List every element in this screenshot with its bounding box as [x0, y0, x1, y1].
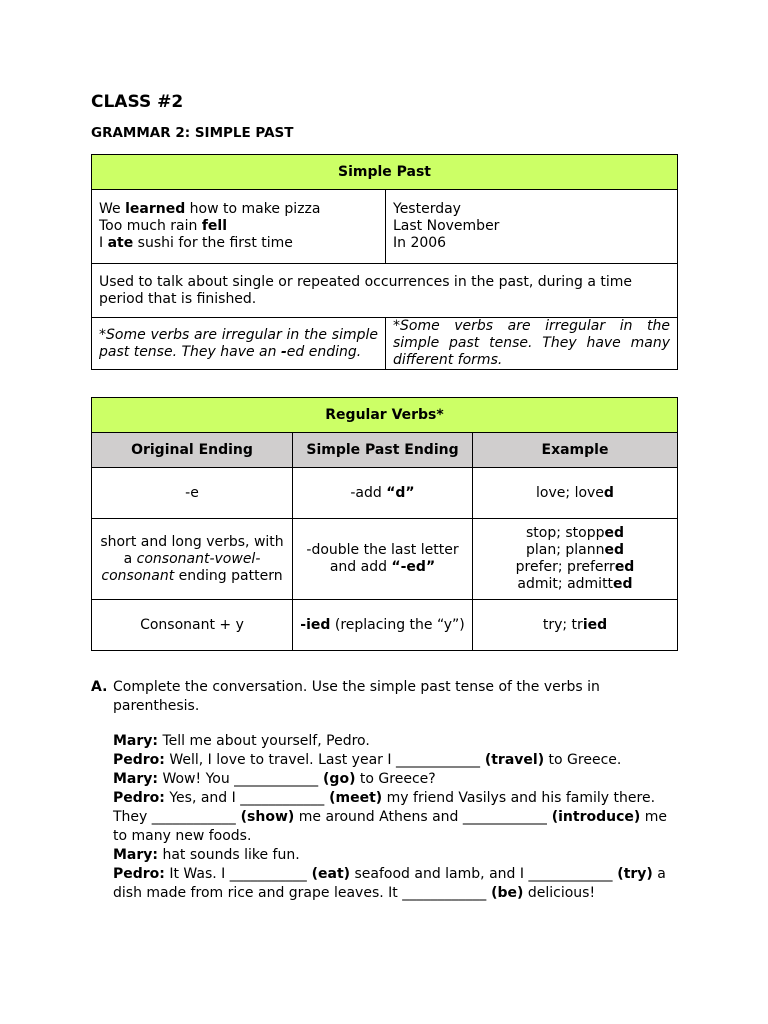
dialogue-line: Pedro: Well, I love to travel. Last year I ____________ (travel) to Greece.	[113, 752, 622, 768]
speaker: Mary:	[113, 771, 159, 787]
past-ending-cell: -add “d”	[293, 468, 473, 519]
usage-cell: Used to talk about single or repeated occurrences in the past, during a time period that is finished.	[92, 264, 678, 318]
verb-hint: (go)	[318, 771, 356, 787]
verb-hint: (travel)	[479, 752, 545, 768]
dialogue-line: Mary: hat sounds like fun.	[113, 847, 300, 863]
verb-hint: (try)	[612, 866, 653, 882]
example-sentence: We learned how to make pizza	[99, 201, 321, 217]
example-word: admit; admitted	[517, 576, 633, 592]
verb-hint: (eat)	[306, 866, 351, 882]
answer-blank[interactable]: ____________	[234, 771, 319, 787]
simple-past-table-title: Simple Past	[92, 155, 678, 190]
header-example: Example	[473, 433, 678, 468]
answer-blank[interactable]: ____________	[151, 809, 236, 825]
answer-blank[interactable]: ____________	[240, 790, 325, 806]
example-sentence: Too much rain fell	[99, 218, 228, 234]
dialogue-line: Pedro: Yes, and I ____________ (meet) my friend Vasilys and his family there. They ____________ (show) me around Athens and ____________ (introduce) me to many new foods.	[113, 790, 667, 844]
answer-blank[interactable]: ___________	[229, 866, 307, 882]
example-sentence: I ate sushi for the first time	[99, 235, 293, 251]
dialogue-line: Pedro: It Was. I ___________ (eat) seafood and lamb, and I ____________ (try) a dish made from rice and grape leaves. It ____________ (be) delicious!	[113, 866, 666, 901]
verb-hint: (introduce)	[546, 809, 641, 825]
example-cell: try; tried	[473, 600, 678, 651]
note-left: *Some verbs are irregular in the simple past tense. They have an -ed ending.	[92, 318, 386, 370]
original-ending-cell: -e	[92, 468, 293, 519]
speaker: Pedro:	[113, 866, 165, 882]
past-ending-cell: -ied (replacing the “y”)	[293, 600, 473, 651]
answer-blank[interactable]: ____________	[528, 866, 613, 882]
speaker: Pedro:	[113, 790, 165, 806]
header-simple-past-ending: Simple Past Ending	[293, 433, 473, 468]
example-word: prefer; preferred	[515, 559, 635, 575]
time-word: Last November	[393, 218, 500, 234]
example-cell: love; loved	[473, 468, 678, 519]
dialogue-line: Mary: Wow! You ____________ (go) to Greece?	[113, 771, 436, 787]
time-word: Yesterday	[393, 201, 461, 217]
table-row	[92, 600, 678, 651]
exercise-a	[91, 678, 681, 903]
class-title: CLASS #2	[91, 92, 184, 112]
example-word: stop; stopped	[525, 525, 625, 541]
time-words-cell	[386, 190, 678, 264]
verb-hint: (be)	[486, 885, 524, 901]
verb-hint: (show)	[235, 809, 295, 825]
regular-verbs-title: Regular Verbs*	[92, 398, 678, 433]
example-word: plan; planned	[525, 542, 625, 558]
exercise-label: A.	[91, 679, 108, 695]
examples-cell	[92, 190, 386, 264]
answer-blank[interactable]: ____________	[395, 752, 480, 768]
verb-hint: (meet)	[324, 790, 383, 806]
original-ending-cell: short and long verbs, with a consonant-vowel-consonant ending pattern	[92, 519, 293, 600]
speaker: Pedro:	[113, 752, 165, 768]
answer-blank[interactable]: ____________	[402, 885, 487, 901]
speaker: Mary:	[113, 733, 159, 749]
simple-past-table	[91, 154, 678, 370]
grammar-title: GRAMMAR 2: SIMPLE PAST	[91, 125, 294, 141]
exercise-instruction: Complete the conversation. Use the simple past tense of the verbs in parenthesis.	[113, 679, 600, 714]
regular-verbs-table	[91, 397, 678, 651]
example-cell	[473, 519, 678, 600]
header-original-ending: Original Ending	[92, 433, 293, 468]
answer-blank[interactable]: ____________	[462, 809, 547, 825]
table-row	[92, 468, 678, 519]
original-ending-cell: Consonant + y	[92, 600, 293, 651]
time-word: In 2006	[393, 235, 447, 251]
dialogue-line: Mary: Tell me about yourself, Pedro.	[113, 733, 370, 749]
past-ending-cell: -double the last letter and add “-ed”	[293, 519, 473, 600]
speaker: Mary:	[113, 847, 159, 863]
table-row	[92, 519, 678, 600]
note-right: *Some verbs are irregular in the simple past tense. They have many different forms.	[386, 318, 678, 370]
